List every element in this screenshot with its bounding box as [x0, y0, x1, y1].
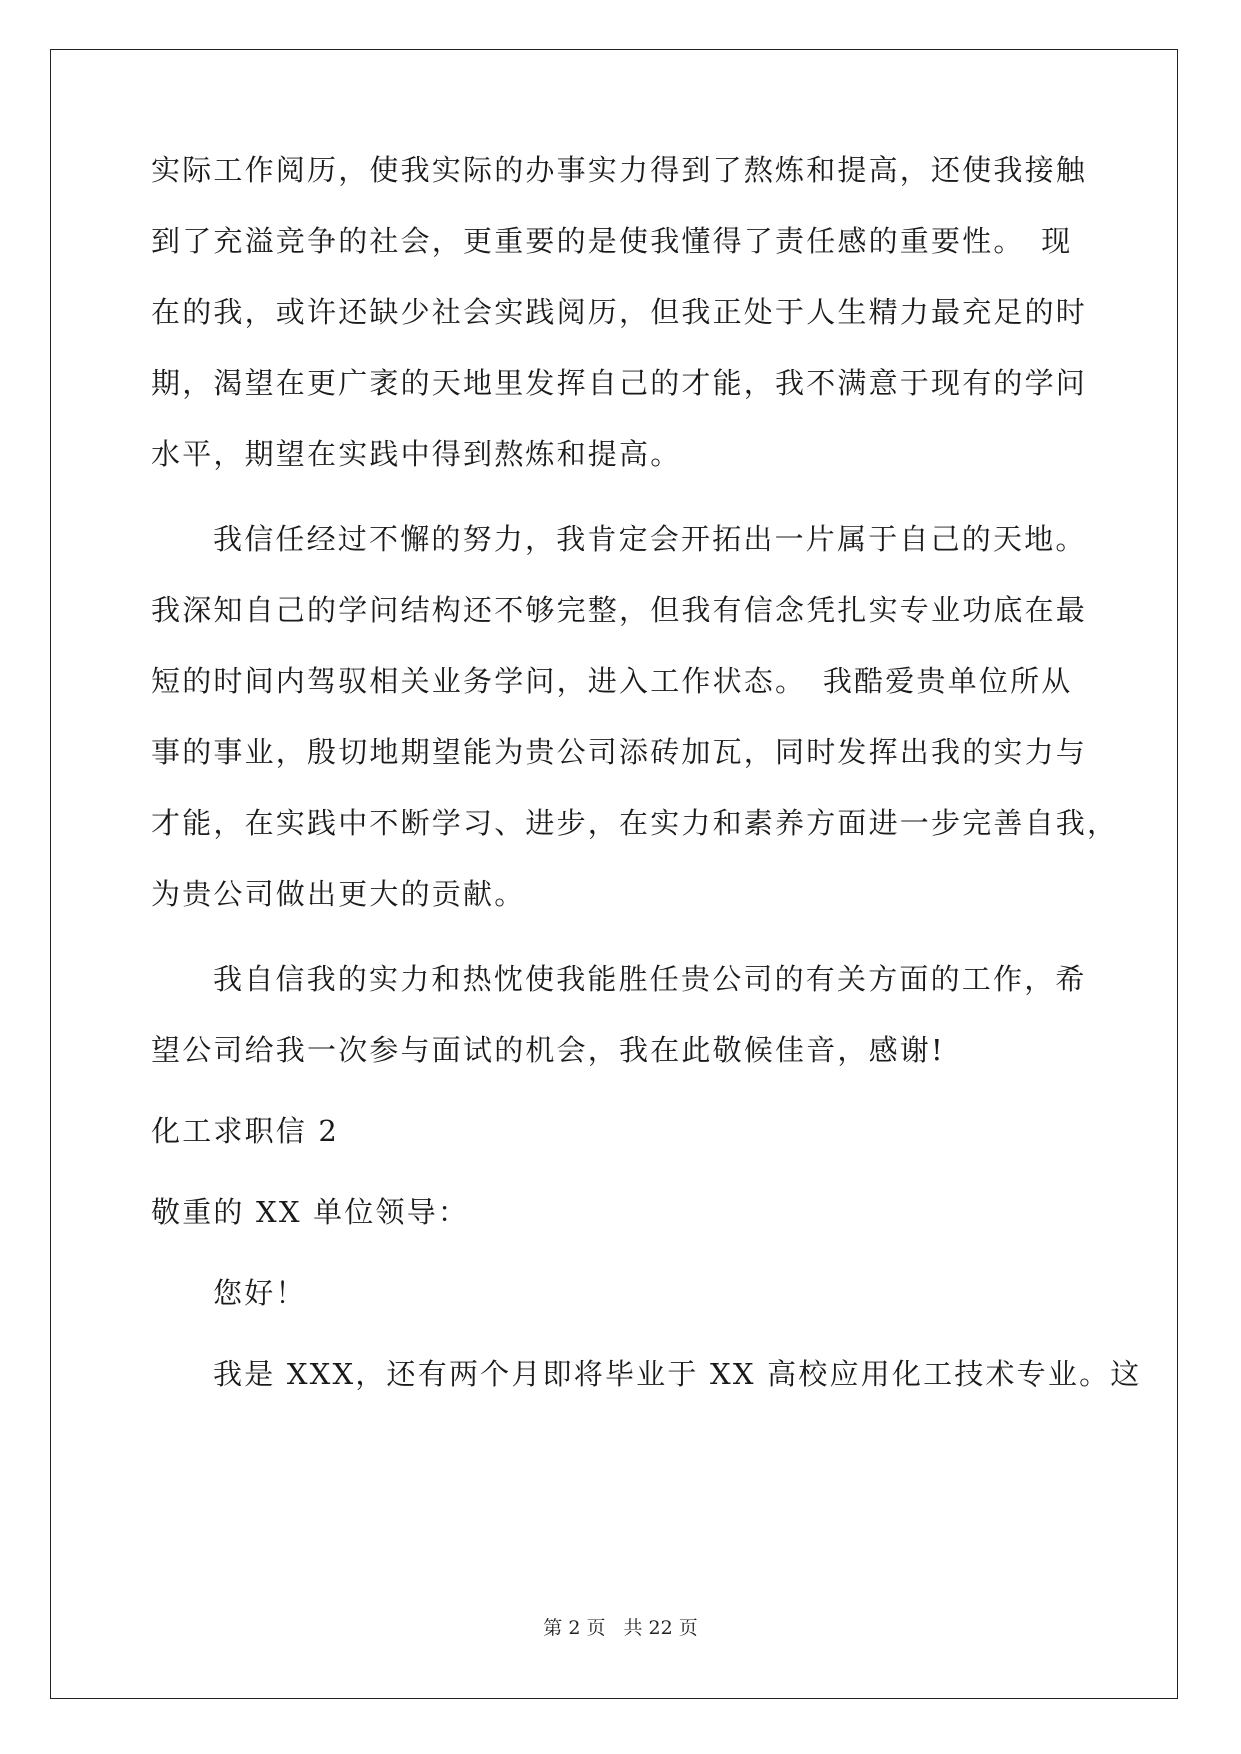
page-total: 共 22 页 — [623, 1617, 698, 1639]
salutation: 敬重的 XX 单位领导： — [151, 1195, 470, 1229]
paragraph-line: 我深知自己的学问结构还不够完整，但我有信念凭扎实专业功底在最 — [151, 593, 1088, 627]
paragraph-line: 水平，期望在实践中得到熬炼和提高。 — [151, 437, 682, 471]
greeting: 您好！ — [213, 1276, 307, 1310]
paragraph-line: 事的事业，殷切地期望能为贵公司添砖加瓦，同时发挥出我的实力与 — [151, 735, 1088, 769]
section-heading: 化工求职信 2 — [151, 1114, 340, 1148]
paragraph-line: 短的时间内驾驭相关业务学问，进入工作状态。 我酷爱贵单位所从 — [151, 664, 1073, 698]
paragraph-line: 才能，在实践中不断学习、进步，在实力和素养方面进一步完善自我， — [151, 806, 1119, 840]
page-footer — [0, 1616, 1241, 1640]
paragraph-line: 实际工作阅历，使我实际的办事实力得到了熬炼和提高，还使我接触 — [151, 153, 1088, 187]
paragraph-line: 在的我，或许还缺少社会实践阅历，但我正处于人生精力最充足的时 — [151, 295, 1088, 329]
paragraph-line: 我自信我的实力和热忱使我能胜任贵公司的有关方面的工作，希 — [213, 962, 1087, 996]
paragraph-line: 望公司给我一次参与面试的机会，我在此敬候佳音，感谢! — [151, 1033, 945, 1067]
page-number: 第 2 页 — [543, 1617, 606, 1639]
paragraph-line: 我是 XXX，还有两个月即将毕业于 XX 高校应用化工技术专业。这 — [213, 1357, 1142, 1391]
paragraph-line: 为贵公司做出更大的贡献。 — [151, 877, 526, 911]
paragraph-line: 我信任经过不懈的努力，我肯定会开拓出一片属于自己的天地。 — [213, 522, 1087, 556]
paragraph-line: 到了充溢竞争的社会，更重要的是使我懂得了责任感的重要性。 现 — [151, 224, 1073, 258]
paragraph-line: 期，渴望在更广袤的天地里发挥自己的才能，我不满意于现有的学问 — [151, 366, 1088, 400]
